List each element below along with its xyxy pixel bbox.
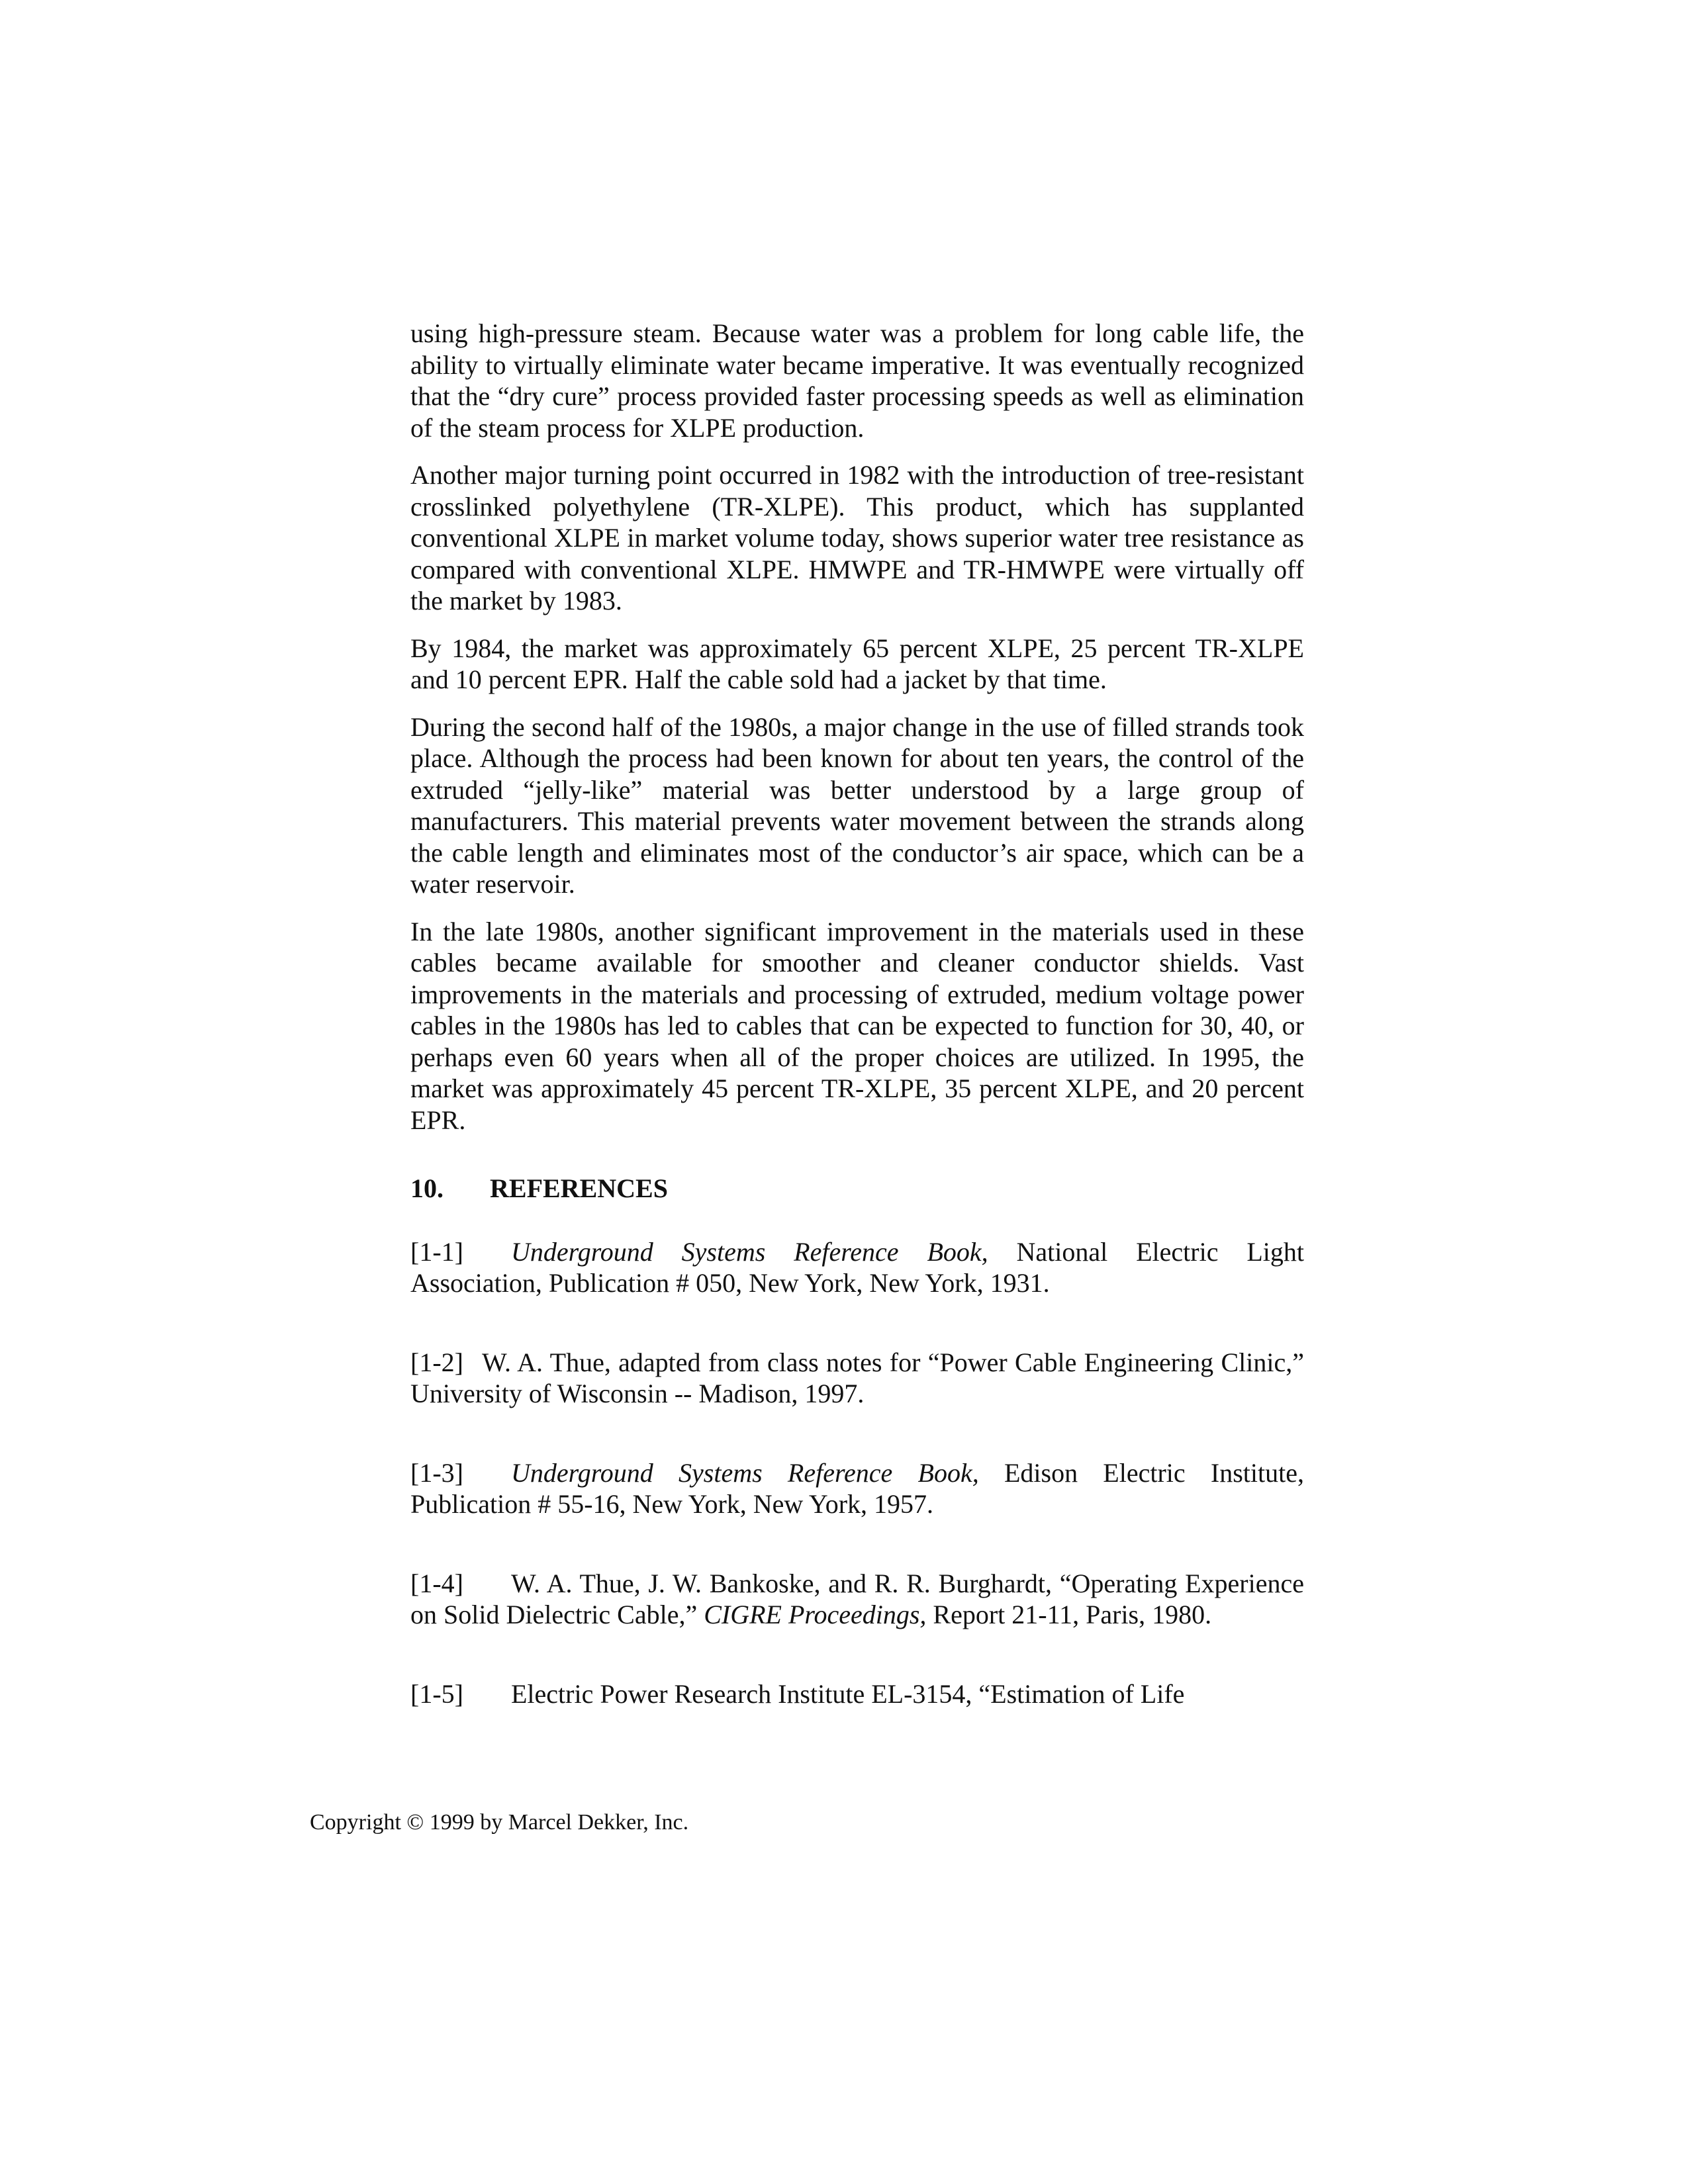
reference-item bbox=[410, 1457, 1304, 1520]
reference-title: CIGRE Proceedings, bbox=[704, 1600, 927, 1629]
reference-text: Report 21-11, Paris, 1980. bbox=[926, 1600, 1212, 1629]
reference-text: Electric Power Research Institute EL-3154, “Estimation of Life bbox=[510, 1678, 1185, 1709]
copyright-footer: Copyright © 1999 by Marcel Dekker, Inc. bbox=[310, 1810, 689, 1835]
reference-text: Edison Electric Institute, Publication # 55-16, New York, New York, 1957. bbox=[410, 1457, 1304, 1519]
reference-text: W. A. Thue, adapted from class notes for “Power Cable Engineering Clinic,” University of Wisconsin -- Madison, 1997. bbox=[410, 1347, 1304, 1408]
body-paragraph: using high-pressure steam. Because water was a problem for long cable life, the ability to virtually eliminate water became imperative. It was eventually recognized that the “dry cure” process provided faster processing speeds as well as elimination of the steam process for XLPE production. bbox=[410, 318, 1304, 443]
reference-title: Underground Systems Reference Book, bbox=[510, 1236, 988, 1267]
reference-item bbox=[410, 1236, 1304, 1299]
reference-tag: [1-2] bbox=[410, 1347, 463, 1377]
reference-tag: [1-1] bbox=[410, 1236, 463, 1267]
reference-text: W. A. Thue, J. W. Bankoske, and R. R. Burghardt, “Operating Experience on Solid Dielectric Cable,” bbox=[410, 1568, 1304, 1629]
reference-tag: [1-5] bbox=[410, 1678, 463, 1709]
page-body bbox=[410, 318, 1304, 1757]
section-heading bbox=[410, 1173, 1304, 1205]
section-title: REFERENCES bbox=[490, 1173, 668, 1203]
section-number: 10. bbox=[410, 1173, 444, 1203]
reference-tag: [1-4] bbox=[410, 1568, 463, 1598]
body-paragraph: In the late 1980s, another significant improvement in the materials used in these cables became available for smoother and cleaner conductor shields. Vast improvements in the materials and processing of extruded, medium voltage power cables in the 1980s has led to cables that can be expected to function for 30, 40, or perhaps even 60 years when all of the proper choices are utilized. In 1995, the market was approximately 45 percent TR-XLPE, 35 percent XLPE, and 20 percent EPR. bbox=[410, 916, 1304, 1135]
reference-item bbox=[410, 1678, 1304, 1710]
reference-item bbox=[410, 1568, 1304, 1631]
reference-text: National Electric Light Association, Publication # 050, New York, New York, 1931. bbox=[410, 1236, 1304, 1298]
body-paragraph: By 1984, the market was approximately 65 percent XLPE, 25 percent TR-XLPE and 10 percent EPR. Half the cable sold had a jacket by that time. bbox=[410, 633, 1304, 694]
body-paragraph: During the second half of the 1980s, a major change in the use of filled strands took place. Although the process had been known for about ten years, the control of the extruded “jelly-like” material was better understood by a large group of manufacturers. This material prevents water movement between the strands along the cable length and eliminates most of the conductor’s air space, which can be a water reservoir. bbox=[410, 711, 1304, 899]
reference-tag: [1-3] bbox=[410, 1457, 463, 1488]
reference-title: Underground Systems Reference Book, bbox=[510, 1457, 979, 1488]
reference-item bbox=[410, 1347, 1304, 1410]
body-paragraph: Another major turning point occurred in 1982 with the introduction of tree-resistant crosslinked polyethylene (TR-XLPE). This product, which has supplanted conventional XLPE in market volume today, shows superior water tree resistance as compared with conventional XLPE. HMWPE and TR-HMWPE were virtually off the market by 1983. bbox=[410, 460, 1304, 615]
